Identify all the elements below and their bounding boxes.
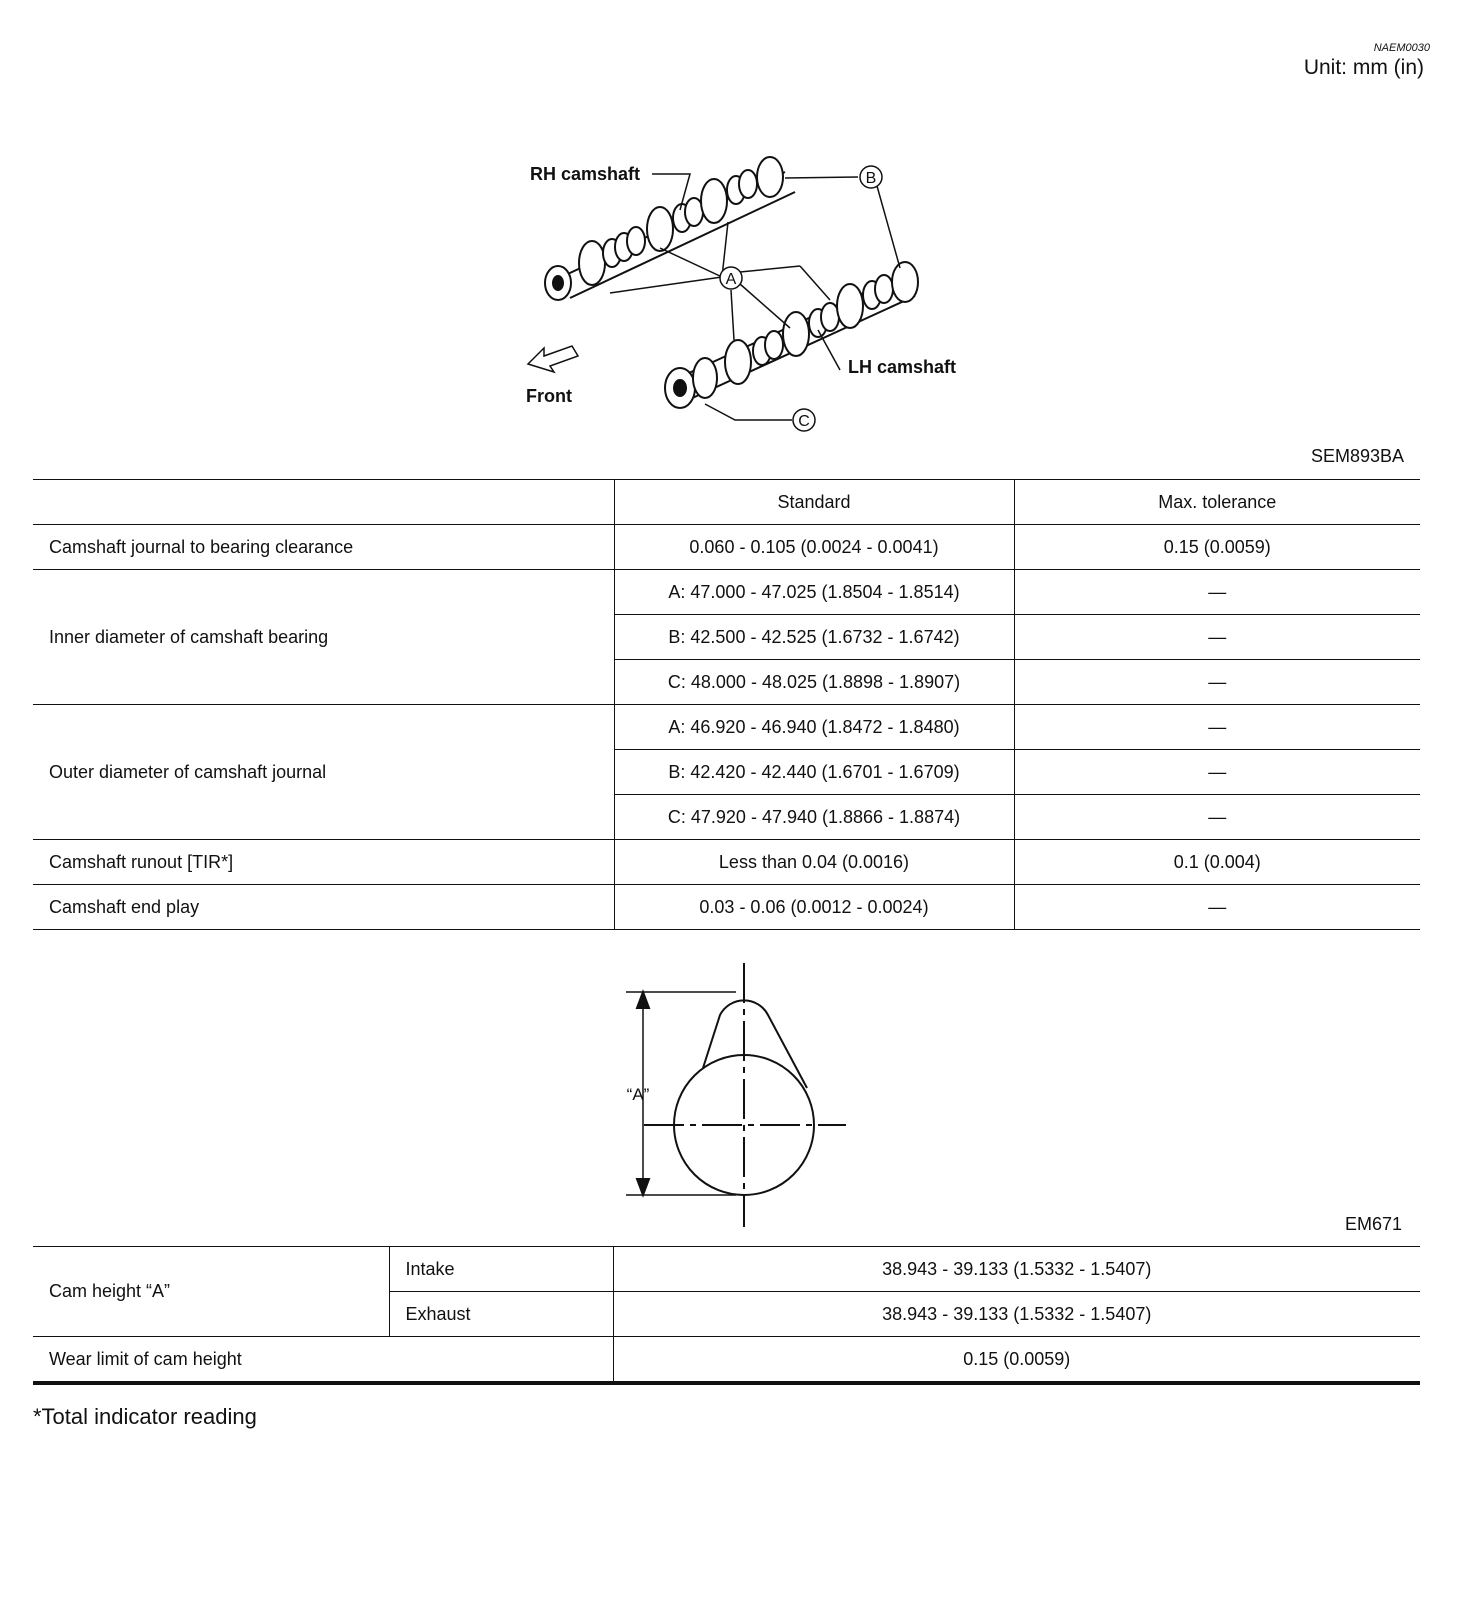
cell-standard: A: 47.000 - 47.025 (1.8504 - 1.8514) xyxy=(614,570,1014,615)
cell-standard: B: 42.500 - 42.525 (1.6732 - 1.6742) xyxy=(614,615,1014,660)
label-a: A xyxy=(725,271,737,288)
table-row xyxy=(33,840,1420,885)
row-label: Cam height “A” xyxy=(33,1247,389,1337)
cell-max: — xyxy=(1014,705,1420,750)
dim-label-a: “A” xyxy=(626,1085,650,1104)
table-header-max: Max. tolerance xyxy=(1014,480,1420,525)
front-label: Front xyxy=(526,386,572,406)
exhaust-value: 38.943 - 39.133 (1.5332 - 1.5407) xyxy=(613,1292,1420,1337)
row-label: Camshaft runout [TIR*] xyxy=(33,840,614,885)
cell-max: — xyxy=(1014,795,1420,840)
cell-max: 0.15 (0.0059) xyxy=(1014,525,1420,570)
cell-standard: 0.060 - 0.105 (0.0024 - 0.0041) xyxy=(614,525,1014,570)
lh-camshaft-label: LH camshaft xyxy=(848,357,957,377)
footnote: *Total indicator reading xyxy=(33,1404,257,1429)
row-label: Camshaft end play xyxy=(33,885,614,930)
table-row xyxy=(33,570,1420,615)
wear-limit-label: Wear limit of cam height xyxy=(33,1337,613,1384)
cell-max: — xyxy=(1014,750,1420,795)
table-row xyxy=(33,1247,1420,1292)
cell-standard: 0.03 - 0.06 (0.0012 - 0.0024) xyxy=(614,885,1014,930)
wear-limit-value: 0.15 (0.0059) xyxy=(613,1337,1420,1384)
cell-max: — xyxy=(1014,570,1420,615)
row-label: Camshaft journal to bearing clearance xyxy=(33,525,614,570)
cell-max: — xyxy=(1014,660,1420,705)
cell-standard: C: 47.920 - 47.940 (1.8866 - 1.8874) xyxy=(614,795,1014,840)
ref-code: NAEM0030 xyxy=(1373,42,1430,54)
intake-label: Intake xyxy=(389,1247,613,1292)
cell-max: — xyxy=(1014,615,1420,660)
intake-value: 38.943 - 39.133 (1.5332 - 1.5407) xyxy=(613,1247,1420,1292)
row-label: Outer diameter of camshaft journal xyxy=(33,705,614,840)
figure2-code: EM671 xyxy=(1344,1214,1402,1234)
camshaft-spec-table xyxy=(33,479,1420,930)
table-header-blank xyxy=(33,480,614,525)
cell-standard: B: 42.420 - 42.440 (1.6701 - 1.6709) xyxy=(614,750,1014,795)
table-header-standard: Standard xyxy=(614,480,1014,525)
rh-camshaft-label: RH camshaft xyxy=(530,164,641,184)
camshaft-illustration xyxy=(500,150,1000,450)
label-b: B xyxy=(865,170,877,187)
cell-standard: Less than 0.04 (0.0016) xyxy=(614,840,1014,885)
exhaust-label: Exhaust xyxy=(389,1292,613,1337)
table-row xyxy=(33,705,1420,750)
row-label: Inner diameter of camshaft bearing xyxy=(33,570,614,705)
cell-standard: A: 46.920 - 46.940 (1.8472 - 1.8480) xyxy=(614,705,1014,750)
cell-max: — xyxy=(1014,885,1420,930)
cam-profile-diagram xyxy=(600,955,880,1235)
table-row xyxy=(33,525,1420,570)
table-row xyxy=(33,1337,1420,1384)
table-row xyxy=(33,885,1420,930)
cell-standard: C: 48.000 - 48.025 (1.8898 - 1.8907) xyxy=(614,660,1014,705)
cell-max: 0.1 (0.004) xyxy=(1014,840,1420,885)
figure1-code: SEM893BA xyxy=(1310,446,1404,466)
cam-height-table xyxy=(33,1246,1420,1385)
table-header-row xyxy=(33,480,1420,525)
label-c: C xyxy=(798,413,810,430)
unit-label: Unit: mm (in) xyxy=(1303,56,1424,79)
